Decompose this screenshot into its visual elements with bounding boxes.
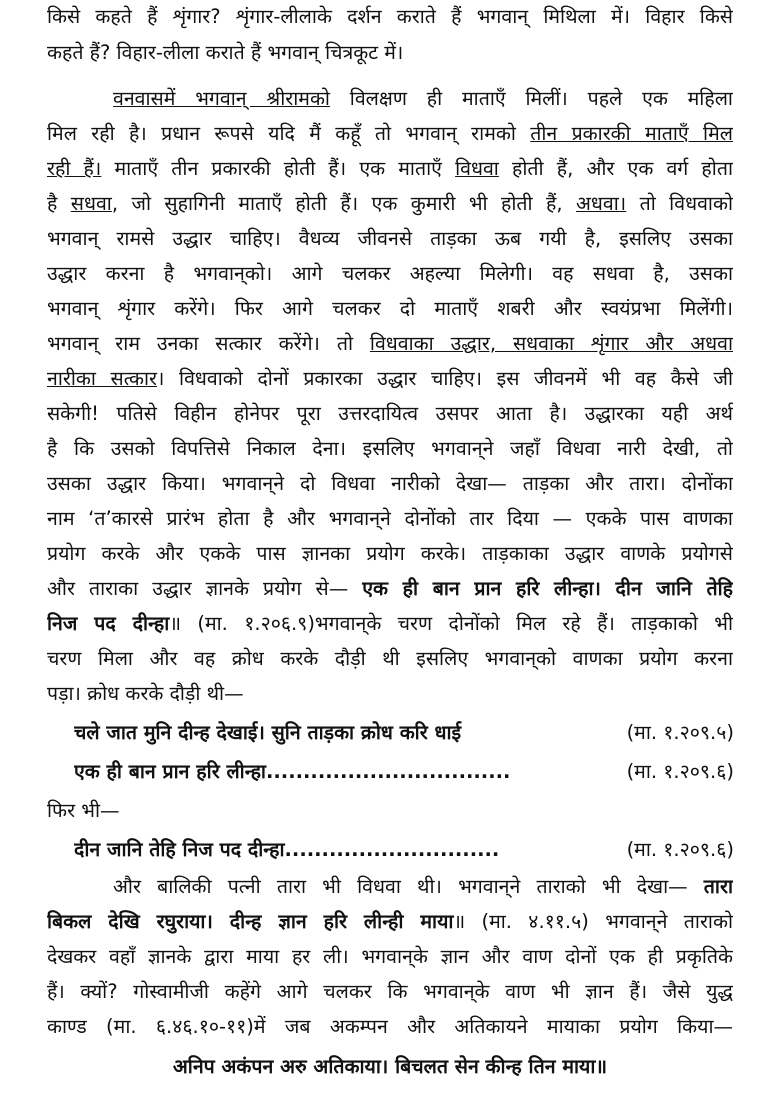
- text-line: भगवान् शृंगार करेंगे। फिर आगे चलकर दो माताएँ शबरी और स्वयंप्रभा मिलेंगी।: [47, 297, 733, 320]
- underlined-phrase: नारीका सत्कार: [47, 367, 157, 390]
- underlined-phrase: तीन प्रकारकी माताएँ मिल: [530, 122, 733, 145]
- text-line: काण्ड (मा. ६.४६.१०-११)में जब अकम्पन और अतिकायने मायाका प्रयोग किया—: [47, 1015, 733, 1038]
- verse-text: दीन जानि तेहि निज पद दीन्हा.............................: [74, 838, 500, 861]
- text-line: रही हैं। माताएँ तीन प्रकारकी होती हैं। एक माताएँ विधवा होती हैं, और एक वर्ग होता: [47, 157, 733, 180]
- bold-quote: निज पद दीन्हा: [47, 612, 170, 635]
- verse-reference: (मा. १.२०९.६): [626, 760, 734, 783]
- text-line: नाम ‘त’कारसे प्रारंभ होता है और भगवान्‌ने दोनोंको तार दिया — एकके पास वाणका: [47, 507, 733, 530]
- text-line: उसका उद्धार किया। भगवान्‌ने दो विधवा नारीको देखा— ताड़का और तारा। दोनोंका: [47, 472, 733, 495]
- text-line: वनवासमें भगवान् श्रीरामको विलक्षण ही माताएँ मिलीं। पहले एक महिला: [113, 87, 733, 110]
- bold-quote: बिकल देखि रघुराया। दीन्ह ज्ञान हरि लीन्ही माया: [47, 910, 454, 933]
- text-line: भगवान् रामसे उद्धार चाहिए। वैधव्य जीवनसे ताड़का ऊब गयी है, इसलिए उसका: [47, 227, 733, 250]
- text-line: किसे कहते हैं शृंगार? शृंगार-लीलाके दर्शन कराते हैं भगवान् मिथिला में। विहार किसे: [47, 5, 733, 28]
- bold-quote: तारा: [703, 875, 733, 898]
- verse-line: [74, 716, 734, 750]
- text-line: बिकल देखि रघुराया। दीन्ह ज्ञान हरि लीन्ही माया॥ (मा. ४.११.५) भगवान्‌ने ताराको: [47, 910, 733, 933]
- text-line: उद्धार करना है भगवान्‌को। आगे चलकर अहल्या मिलेगी। वह सधवा है, उसका: [47, 262, 733, 285]
- verse-reference: (मा. १.२०९.६): [626, 838, 734, 861]
- underlined-phrase: अधवा।: [576, 192, 627, 215]
- text-line: भगवान् राम उनका सत्कार करेंगे। तो विधवाका उद्धार, सधवाका शृंगार और अधवा: [47, 332, 733, 355]
- text-line: और बालिकी पत्नी तारा भी विधवा थी। भगवान्‌ने ताराको भी देखा— तारा: [113, 875, 733, 898]
- verse-text: एक ही बान प्रान हरि लीन्हा.................................: [74, 760, 511, 783]
- text-line: सकेगी! पतिसे विहीन होनेपर पूरा उत्तरदायित्व उसपर आता है। उद्धारका यही अर्थ: [47, 402, 733, 425]
- verse-reference: (मा. १.२०९.५): [626, 721, 734, 744]
- underlined-phrase: विधवा: [455, 157, 499, 180]
- text-line: हैं। क्यों? गोस्वामीजी कहेंगे आगे चलकर कि भगवान्‌के वाण भी ज्ञान हैं। जैसे युद्ध: [47, 980, 733, 1003]
- verse-line: [74, 755, 734, 789]
- underlined-phrase: सधवा: [70, 192, 112, 215]
- bold-quote: एक ही बान प्रान हरि लीन्हा। दीन जानि तेहि: [362, 577, 733, 600]
- text-line: और ताराका उद्धार ज्ञानके प्रयोग से— एक ही बान प्रान हरि लीन्हा। दीन जानि तेहि: [47, 577, 733, 600]
- closing-verse: अनिप अकंपन अरु अतिकाया। बिचलत सेन कीन्ह तिन माया॥: [172, 1055, 608, 1078]
- text-line: निज पद दीन्हा॥ (मा. १.२०६.९)भगवान्‌के चरण दोनोंको मिल रहे हैं। ताड़काको भी: [47, 612, 733, 635]
- verse-line: [74, 833, 734, 867]
- underlined-phrase: रही हैं।: [47, 157, 102, 180]
- underlined-phrase: वनवासमें भगवान् श्रीरामको: [113, 87, 330, 110]
- text-line: मिल रही है। प्रधान रूपसे यदि मैं कहूँ तो भगवान् रामको तीन प्रकारकी माताएँ मिल: [47, 122, 733, 145]
- text-line: देखकर वहाँ ज्ञानके द्वारा माया हर ली। भगवान्‌के ज्ञान और वाण दोनों एक ही प्रकृतिके: [47, 945, 733, 968]
- text-line: नारीका सत्कार। विधवाको दोनों प्रकारका उद्धार चाहिए। इस जीवनमें भी वह कैसे जी: [47, 367, 733, 390]
- text-line: है सधवा, जो सुहागिनी माताएँ होती हैं। एक कुमारी भी होती हैं, अधवा। तो विधवाको: [47, 192, 733, 215]
- underlined-phrase: विधवाका उद्धार, सधवाका शृंगार और अधवा: [369, 332, 733, 355]
- text-line: पड़ा। क्रोध करके दौड़ी थी—: [47, 682, 244, 705]
- text-line: है कि उसको विपत्तिसे निकाल देना। इसलिए भगवान्‌ने जहाँ विधवा नारी देखी, तो: [47, 437, 733, 460]
- text-line: फिर भी—: [47, 799, 120, 822]
- verse-text: चले जात मुनि दीन्ह देखाई। सुनि ताड़का क्रोध करि धाई: [74, 721, 462, 744]
- text-line: चरण मिला और वह क्रोध करके दौड़ी थी इसलिए भगवान्‌को वाणका प्रयोग करना: [47, 647, 733, 670]
- text-line: कहते हैं? विहार-लीला कराते हैं भगवान् चित्रकूट में।: [47, 41, 404, 64]
- text-line: प्रयोग करके और एकके पास ज्ञानका प्रयोग करके। ताड़काका उद्धार वाणके प्रयोगसे: [47, 542, 733, 565]
